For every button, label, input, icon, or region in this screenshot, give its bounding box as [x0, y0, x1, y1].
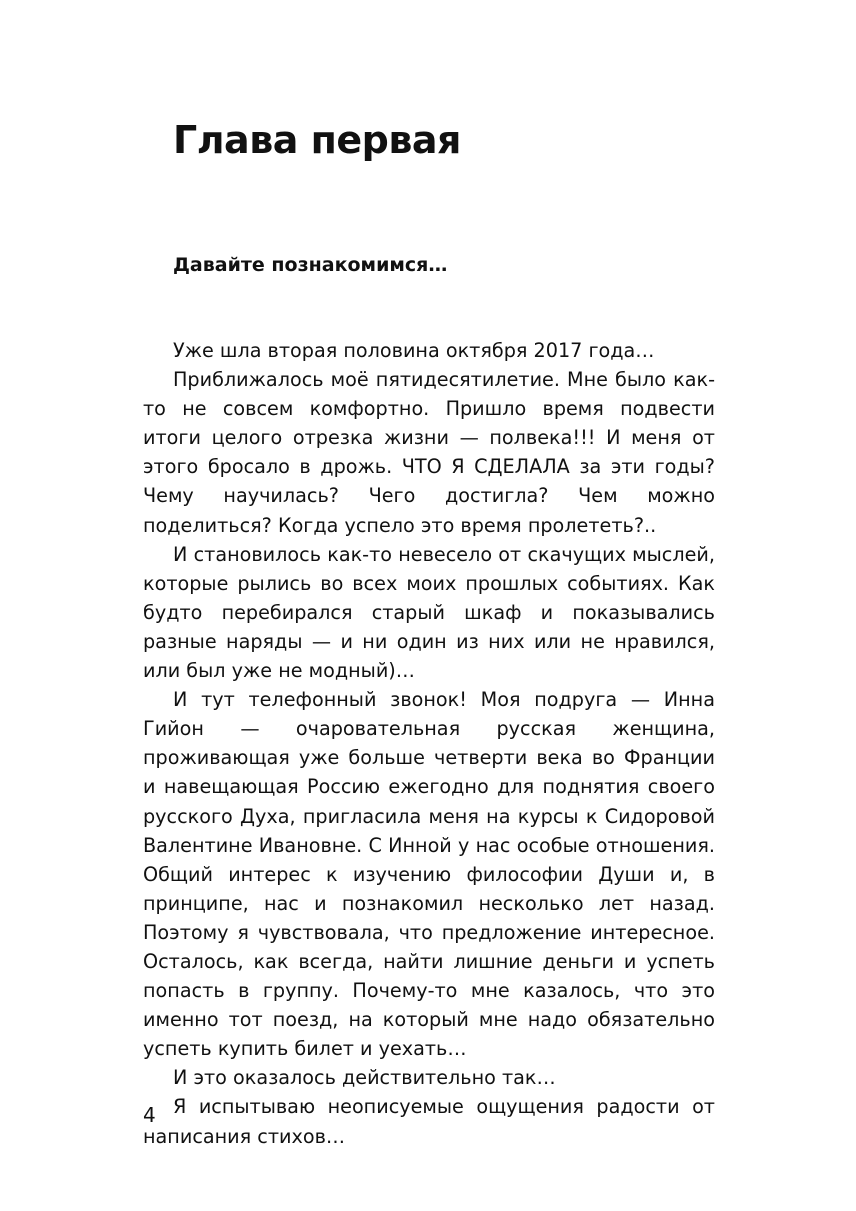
chapter-title: Глава первая: [173, 118, 461, 162]
paragraph: Уже шла вторая половина октября 2017 года…: [173, 339, 655, 362]
paragraph: И становилось как-то невесело от скачущих мыслей, которые рылись во всех моих прошлых событиях. Как будто перебирался старый шкаф и показывались разные наряды — и ни один из них или не нравился, или был уже не модный)…: [143, 542, 715, 683]
paragraph: И тут телефонный звонок! Моя подруга — Инна Гийон — очаровательная русская женщина, проживающая уже больше четверти века во Франции и навещающая Россию ежегодно для поднятия своего русского Духа, пригласила меня на курсы к Сидоровой Валентине Ивановне. С Инной у нас особые отношения. Общий интерес к изучению философии Души и, в принципе, нас и познакомил несколько лет назад. Поэтому я чувствовала, что предложение интересное. Осталось, как всегда, найти лишние деньги и успеть попасть в группу. Почему-то мне казалось, что это именно тот поезд, на который мне надо обязательно успеть купить билет и уехать…: [143, 688, 715, 1061]
page-number: 4: [143, 1103, 156, 1127]
section-heading: Давайте познакомимся…: [173, 254, 448, 276]
body-text: [143, 336, 715, 1151]
paragraph: Приближалось моё пятидесятилетие. Мне было как-то не совсем комфортно. Пришло время подвести итоги целого отрезка жизни — полвека!!! И меня от этого бросало в дрожь. ЧТО Я СДЕЛАЛА за эти годы? Чему научилась? Чего достигла? Чем можно поделиться? Когда успело это время пролететь?..: [143, 368, 715, 537]
paragraph: И это оказалось действительно так…: [173, 1066, 556, 1090]
paragraph: Я испытываю неописуемые ощущения радости от написания стихов…: [143, 1095, 715, 1148]
